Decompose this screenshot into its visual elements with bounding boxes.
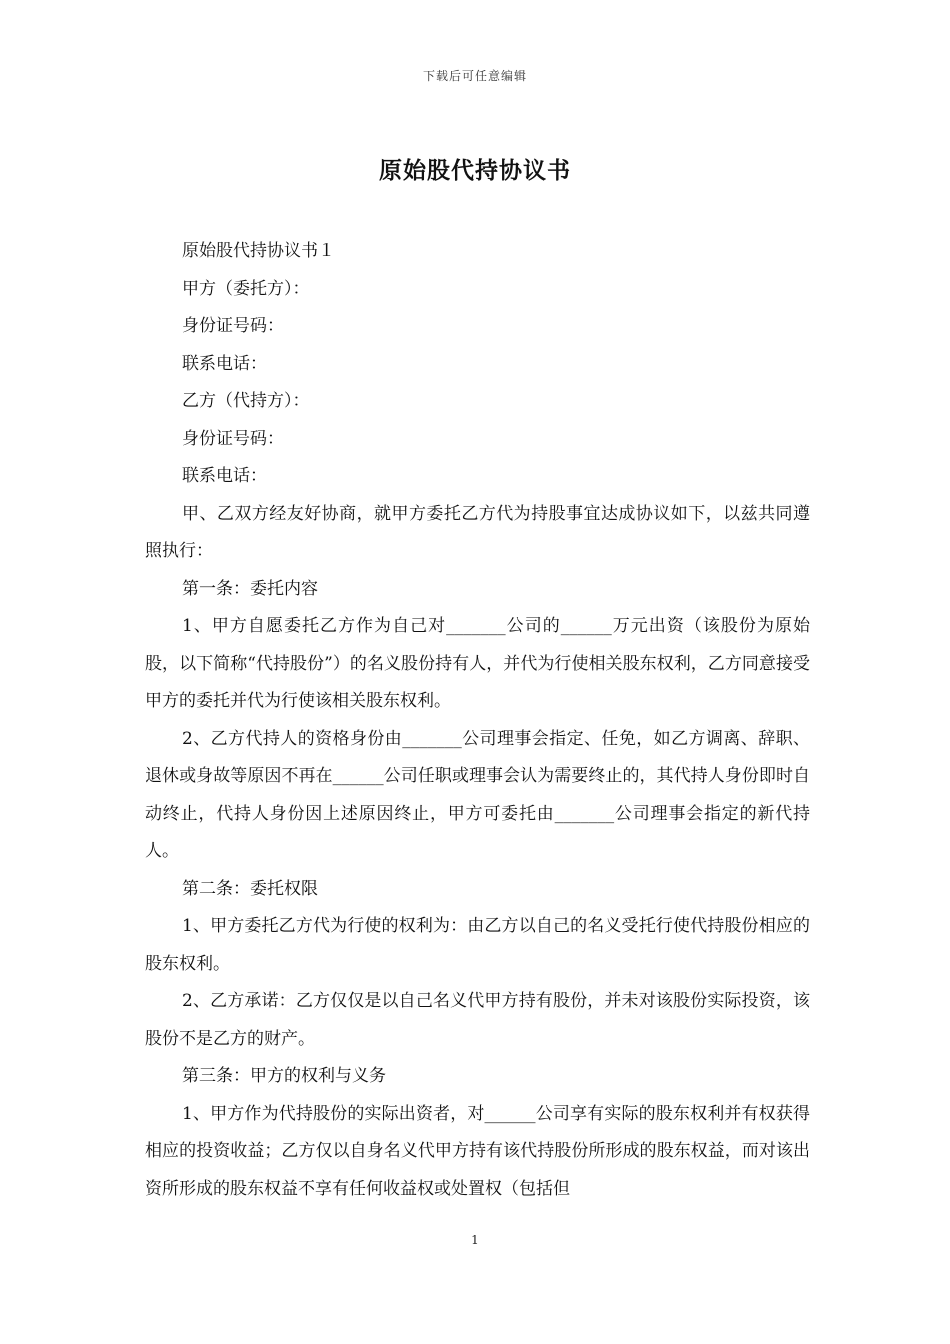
page-number: 1 [471, 1233, 479, 1247]
party-a-id-label: 身份证号码： [182, 316, 284, 336]
document-title: 原始股代持协议书 [379, 157, 571, 184]
article-2-clause-1: 1、甲方委托乙方代为行使的权利为：由乙方以自己的名义受托行使代持股份相应的股东权利。 [145, 916, 810, 974]
party-a-phone-label: 联系电话： [182, 353, 267, 374]
header-note: 下载后可任意编辑 [422, 69, 527, 83]
party-b-label: 乙方（代持方）： [182, 391, 310, 411]
agreement-subtitle: 原始股代持协议书１ [182, 241, 335, 261]
article-1-heading: 第一条：委托内容 [182, 578, 318, 599]
party-a-label: 甲方（委托方）： [182, 278, 310, 299]
preamble-paragraph: 甲、乙双方经友好协商，就甲方委托乙方代为持股事宜达成协议如下，以兹共同遵照执行： [145, 503, 810, 561]
document-body [145, 233, 810, 1208]
party-b-id-label: 身份证号码： [182, 428, 284, 449]
party-b-phone-label: 联系电话： [182, 466, 267, 486]
article-3-clause-1: 1、甲方作为代持股份的实际出资者，对______公司享有实际的股东权利并有权获得相应的投资收益；乙方仅以自身名义代甲方持有该代持股份所形成的股东权益，而对该出资所形成的股东权益不享有任何收益权或处置权（包括但 [145, 1103, 810, 1199]
article-1-clause-1: 1、甲方自愿委托乙方作为自己对_______公司的______万元出资（该股份为原始股，以下简称“代持股份”）的名义股份持有人，并代为行使相关股东权利，乙方同意接受甲方的委托并代为行使该相关股东权利。 [145, 616, 810, 711]
article-3-heading: 第三条：甲方的权利与义务 [182, 1066, 386, 1086]
article-2-heading: 第二条：委托权限 [182, 878, 318, 899]
article-1-clause-2: 2、乙方代持人的资格身份由_______公司理事会指定、任免，如乙方调离、辞职、退休或身故等原因不再在______公司任职或理事会认为需要终止的，其代持人身份即时自动终止，代持人身份因上述原因终止，甲方可委托由_______公司理事会指定的新代持人。 [145, 728, 810, 861]
article-2-clause-2: 2、乙方承诺：乙方仅仅是以自己名义代甲方持有股份，并未对该股份实际投资，该股份不是乙方的财产。 [145, 991, 810, 1049]
